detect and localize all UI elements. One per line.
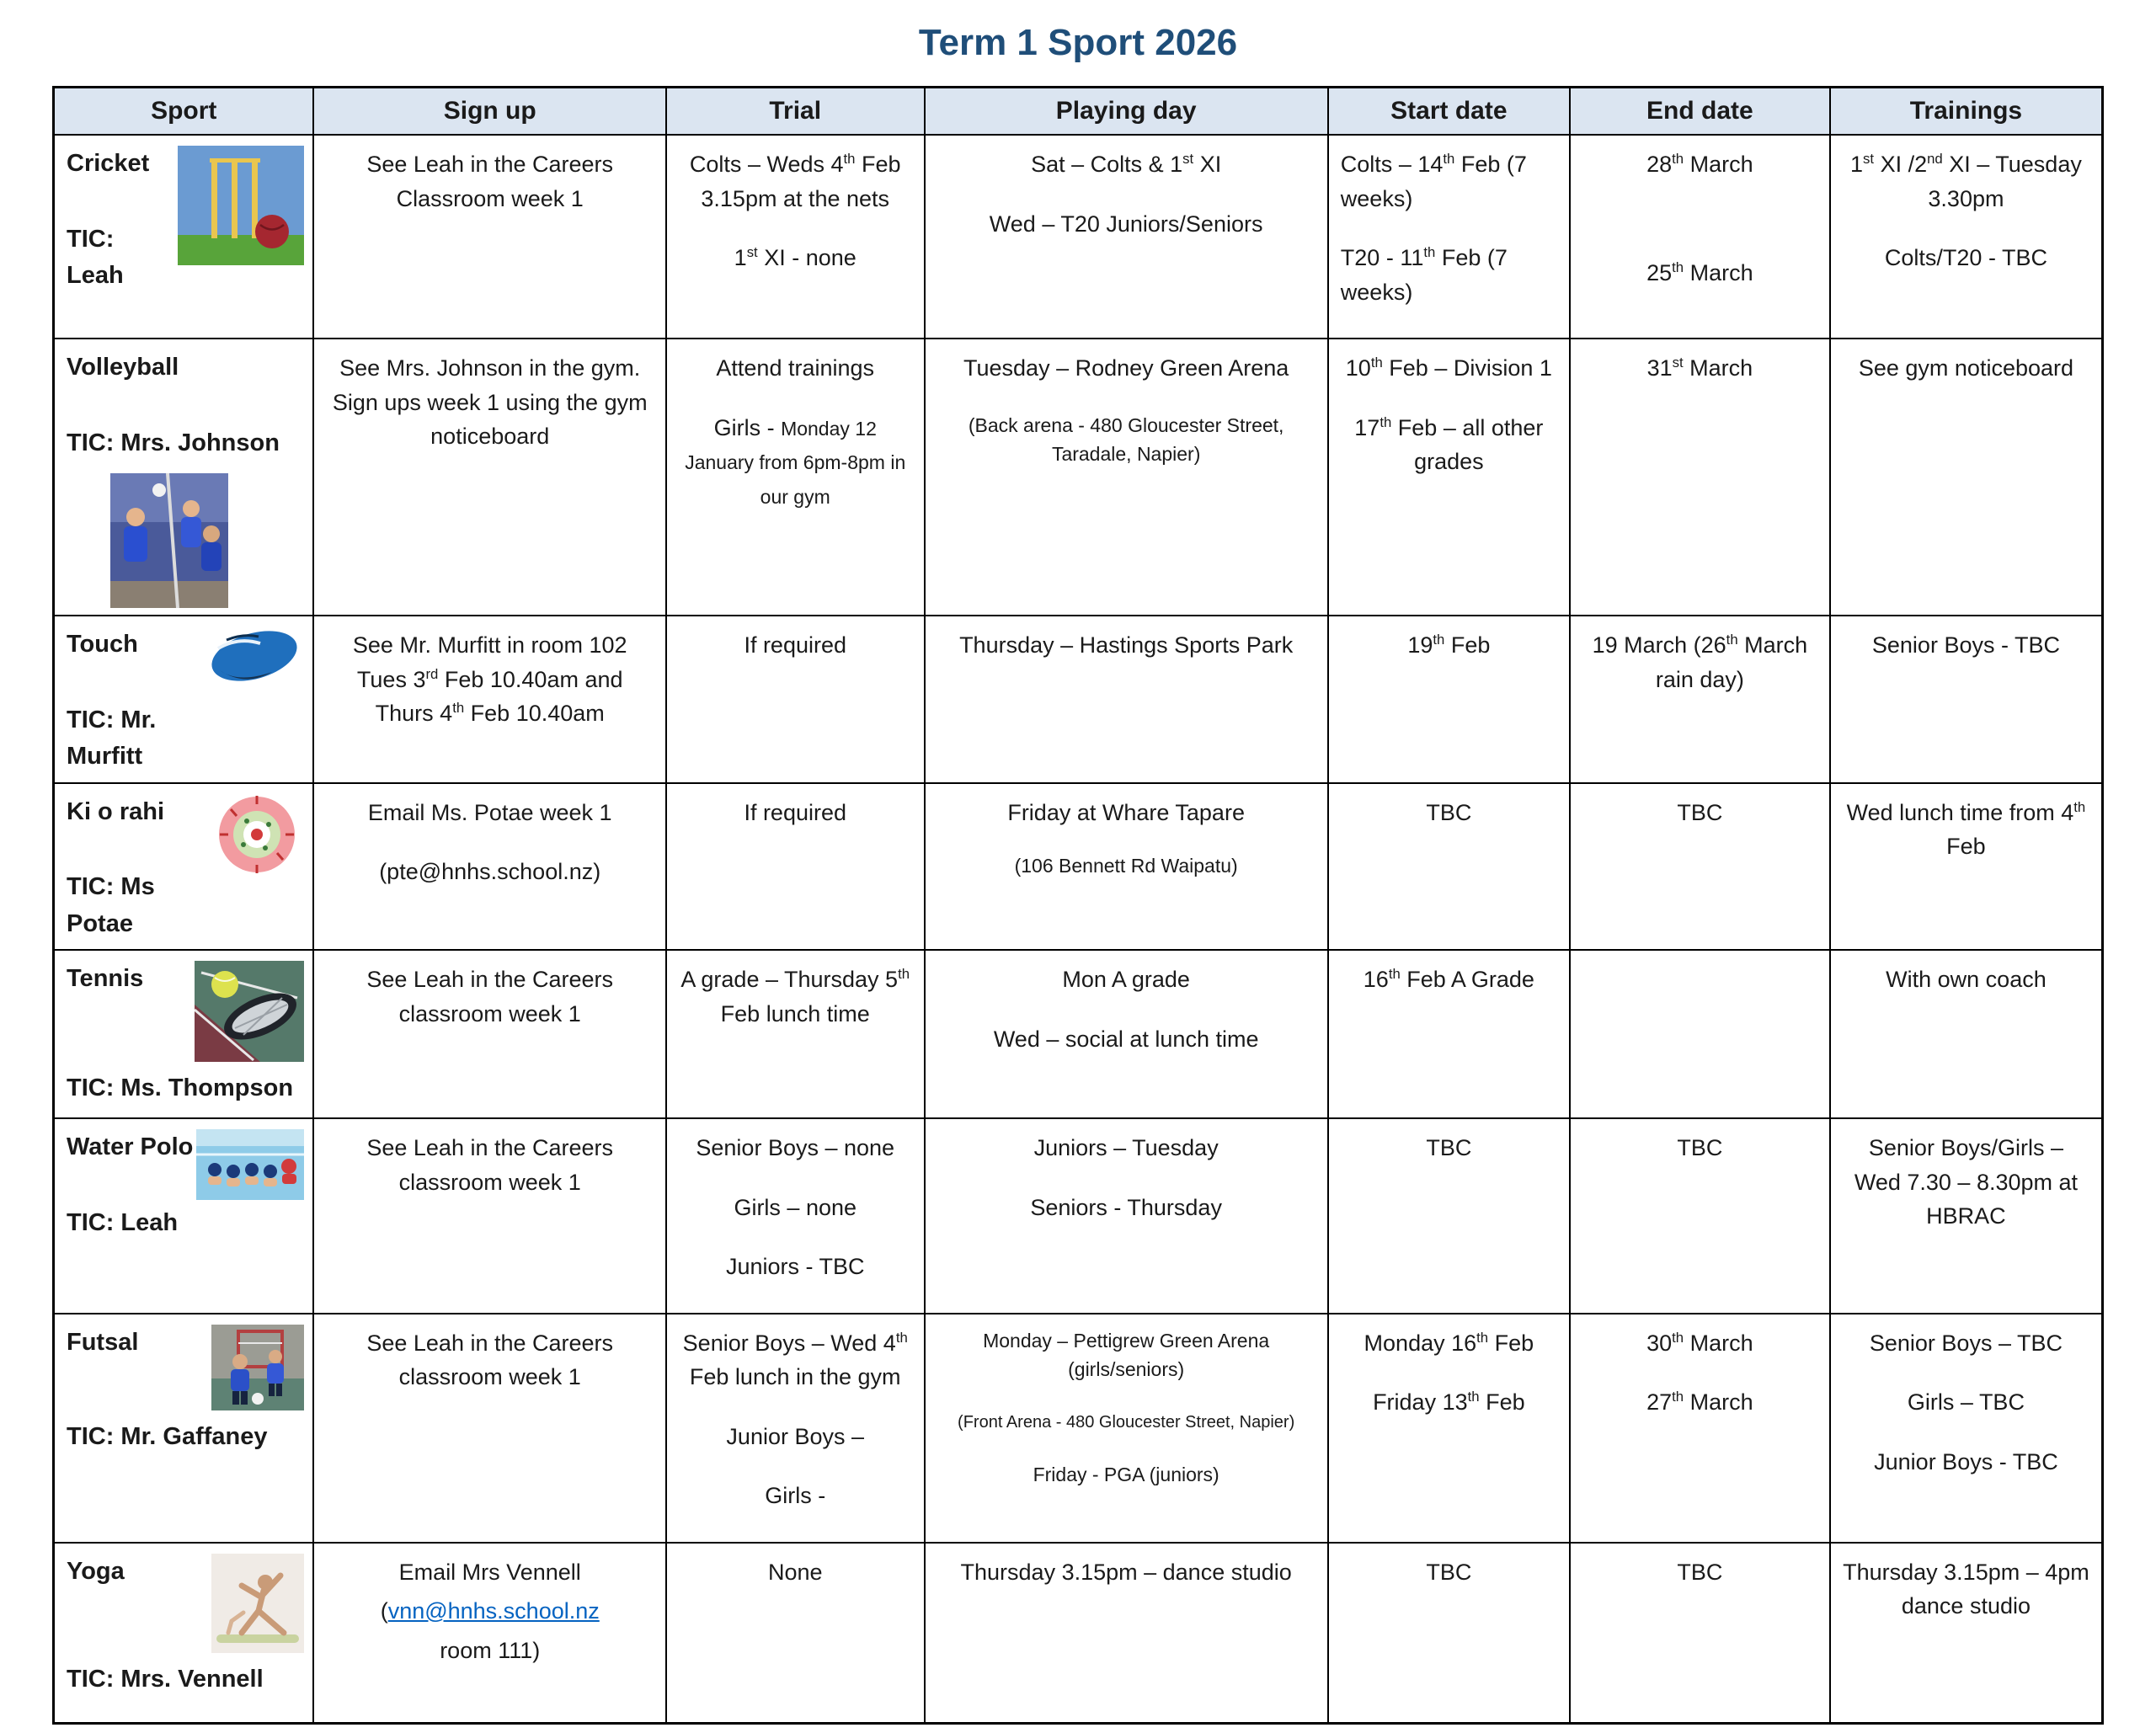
kiorahi-signup-cell <box>313 783 665 951</box>
waterpolo-trial-text-2: Juniors - TBC <box>725 1254 865 1279</box>
waterpolo-signup-cell <box>313 1118 665 1314</box>
yoga-signup-cell <box>313 1543 665 1724</box>
futsal-trainings-text-2: Junior Boys - TBC <box>1874 1448 2058 1474</box>
touch-ball-image <box>205 627 304 685</box>
waterpolo-sport-left <box>67 1129 193 1241</box>
email-link[interactable]: vnn@hnhs.school.nz <box>387 1598 600 1624</box>
cricket-playing_day-text-1: Wed – T20 Juniors/Seniors <box>989 211 1263 237</box>
cricket-end_date-text-1: 25th March <box>1646 259 1753 285</box>
cricket-start_date-text-1: T20 - 11th Feb (7 weeks) <box>1340 244 1508 305</box>
row-tennis <box>54 950 2103 1118</box>
waterpolo-playing_day-cell <box>925 1118 1328 1314</box>
yoga-playing_day-text-0: Thursday 3.15pm – dance studio <box>960 1559 1292 1585</box>
header-trainings: Trainings <box>1830 88 2103 136</box>
tennis-sport-row <box>67 961 304 1062</box>
row-futsal <box>54 1314 2103 1543</box>
volleyball-trial-text-0: Attend trainings <box>716 355 875 381</box>
waterpolo-trial-text-1: Girls – none <box>734 1194 857 1220</box>
volleyball-end_date-text-0: 31st March <box>1646 355 1753 381</box>
cricket-trainings-text-1: Colts/T20 - TBC <box>1884 245 2047 270</box>
waterpolo-tic: TIC: Leah <box>67 1208 179 1236</box>
water-polo-pool-image <box>196 1129 304 1200</box>
header-playing_day: Playing day <box>925 88 1328 136</box>
cricket-sport-cell <box>54 135 314 339</box>
yoga-trainings-text-0: Thursday 3.15pm – 4pm dance studio <box>1843 1559 2089 1618</box>
yoga-tic: TIC: Mrs. Vennell <box>67 1665 264 1693</box>
cricket-playing_day-text-0: Sat – Colts & 1st XI <box>1031 151 1222 177</box>
touch-trial-cell <box>666 616 925 783</box>
header-row <box>54 88 2103 136</box>
kiorahi-trial-cell <box>666 783 925 951</box>
touch-end_date-cell <box>1570 616 1830 783</box>
volleyball-end_date-cell <box>1570 339 1830 616</box>
futsal-trainings-text-0: Senior Boys – TBC <box>1869 1330 2063 1356</box>
yoga-end_date-cell <box>1570 1543 1830 1724</box>
futsal-playing_day-cell <box>925 1314 1328 1543</box>
futsal-trial-text-1: Junior Boys – <box>726 1423 865 1449</box>
cricket-start_date-cell <box>1328 135 1570 339</box>
yoga-sport-cell <box>54 1543 314 1724</box>
kiorahi-trainings-cell <box>1830 783 2103 951</box>
row-cricket <box>54 135 2103 339</box>
touch-end_date-text-0: 19 March (26th March rain day) <box>1592 632 1808 692</box>
yoga-sport-row <box>67 1554 304 1653</box>
kiorahi-trainings-text-0: Wed lunch time from 4th Feb <box>1846 798 2086 859</box>
yoga-sport-name: Yoga <box>67 1557 125 1585</box>
futsal-end_date-text-1: 27th March <box>1646 1389 1753 1415</box>
cricket-end_date-text-0: 28th March <box>1646 151 1753 177</box>
cricket-sport-name: Cricket <box>67 150 150 177</box>
text-segment: Monday 12 January from 6pm-8pm in our gym <box>685 417 906 508</box>
tennis-signup-text-0: See Leah in the Careers classroom week 1 <box>366 967 614 1026</box>
row-touch <box>54 616 2103 783</box>
volleyball-signup-text-0: See Mrs. Johnson in the gym. Sign ups week 1 using the gym noticeboard <box>332 355 648 449</box>
volleyball-start_date-text-0: 10th Feb – Division 1 <box>1345 355 1552 381</box>
volleyball-start_date-text-1: 17th Feb – all other grades <box>1354 413 1544 474</box>
touch-playing_day-cell <box>925 616 1328 783</box>
touch-tic: TIC: Mr. Murfitt <box>67 706 157 770</box>
volleyball-trainings-cell <box>1830 339 2103 616</box>
futsal-sport-row <box>67 1325 304 1410</box>
kiorahi-start_date-cell <box>1328 783 1570 951</box>
cricket-tic: TIC: Leah <box>67 225 124 289</box>
volleyball-playing_day-text-1: (Back arena - 480 Gloucester Street, Taradale, Napier) <box>968 413 1284 465</box>
volleyball-signup-cell <box>313 339 665 616</box>
waterpolo-start_date-text-0: TBC <box>1426 1135 1472 1160</box>
waterpolo-sport-name: Water Polo <box>67 1133 194 1160</box>
yoga-start_date-text-0: TBC <box>1426 1559 1472 1585</box>
cricket-trainings-text-0: 1st XI /2nd XI – Tuesday 3.30pm <box>1850 151 2082 211</box>
futsal-players-image <box>211 1325 304 1410</box>
cricket-signup-cell <box>313 135 665 339</box>
text-segment: ( <box>380 1598 388 1624</box>
tennis-sport-left <box>67 961 143 998</box>
kiorahi-sport-left <box>67 794 206 943</box>
waterpolo-trial-text-0: Senior Boys – none <box>696 1135 895 1160</box>
page-title: Term 1 Sport 2026 <box>918 22 1238 63</box>
kiorahi-sport-row <box>67 794 304 943</box>
futsal-trainings-text-1: Girls – TBC <box>1907 1389 2025 1415</box>
header-sport: Sport <box>54 88 314 136</box>
touch-sport-cell <box>54 616 314 783</box>
tennis-sport-name: Tennis <box>67 965 144 992</box>
cricket-stumps-ball-image <box>178 146 304 265</box>
touch-sport-row <box>67 627 304 776</box>
tennis-playing_day-text-1: Wed – social at lunch time <box>993 1026 1259 1052</box>
volleyball-tic: TIC: Mrs. Johnson <box>67 429 280 456</box>
waterpolo-trial-cell <box>666 1118 925 1314</box>
futsal-sport-left <box>67 1325 138 1362</box>
tennis-tic: TIC: Ms. Thompson <box>67 1074 294 1101</box>
yoga-trainings-cell <box>1830 1543 2103 1724</box>
tennis-playing_day-cell <box>925 950 1328 1118</box>
touch-start_date-text-0: 19th Feb <box>1407 632 1491 658</box>
futsal-end_date-text-0: 30th March <box>1646 1329 1753 1356</box>
cricket-trial-text-0: Colts – Weds 4th Feb 3.15pm at the nets <box>689 151 901 211</box>
futsal-sport-cell <box>54 1314 314 1543</box>
text-segment: Girls - <box>713 414 782 440</box>
yoga-sport-left <box>67 1554 125 1591</box>
volleyball-sport-name: Volleyball <box>67 354 179 381</box>
tennis-racket-ball-image <box>195 961 304 1062</box>
table-head <box>54 88 2103 136</box>
row-kiorahi <box>54 783 2103 951</box>
tennis-trainings-cell <box>1830 950 2103 1118</box>
tennis-start_date-text-0: 16th Feb A Grade <box>1363 966 1534 992</box>
yoga-trial-text-0: None <box>767 1559 823 1585</box>
tennis-sport-cell <box>54 950 314 1118</box>
tennis-trial-cell <box>666 950 925 1118</box>
volleyball-start_date-cell <box>1328 339 1570 616</box>
touch-trainings-text-0: Senior Boys - TBC <box>1871 632 2060 658</box>
yoga-trial-cell <box>666 1543 925 1724</box>
futsal-playing_day-text-2: Friday - PGA (juniors) <box>1033 1463 1219 1485</box>
volleyball-trial-cell <box>666 339 925 616</box>
kiorahi-end_date-cell <box>1570 783 1830 951</box>
waterpolo-sport-cell <box>54 1118 314 1314</box>
touch-sport-name: Touch <box>67 631 138 658</box>
tennis-trial-text-0: A grade – Thursday 5th Feb lunch time <box>680 966 910 1026</box>
yoga-start_date-cell <box>1328 1543 1570 1724</box>
futsal-trial-text-2: Girls - <box>765 1483 826 1508</box>
table-body <box>54 135 2103 1724</box>
cricket-playing_day-cell <box>925 135 1328 339</box>
waterpolo-trainings-text-0: Senior Boys/Girls – Wed 7.30 – 8.30pm at HBRAC <box>1854 1135 2079 1229</box>
yoga-pose-image <box>211 1554 304 1653</box>
waterpolo-sport-row <box>67 1129 304 1241</box>
waterpolo-playing_day-text-1: Seniors - Thursday <box>1030 1194 1222 1220</box>
touch-trial-text-0: If required <box>744 632 847 658</box>
futsal-start_date-cell <box>1328 1314 1570 1543</box>
touch-signup-text-0: See Mr. Murfitt in room 102 Tues 3rd Feb 10.40am and Thurs 4th Feb 10.40am <box>352 632 627 726</box>
futsal-end_date-cell <box>1570 1314 1830 1543</box>
kiorahi-start_date-text-0: TBC <box>1426 799 1472 825</box>
kiorahi-end_date-text-0: TBC <box>1677 799 1723 825</box>
touch-sport-left <box>67 627 201 776</box>
tennis-end_date-cell <box>1570 950 1830 1118</box>
cricket-sport-left <box>67 146 174 295</box>
yoga-playing_day-cell <box>925 1543 1328 1724</box>
cricket-start_date-text-0: Colts – 14th Feb (7 weeks) <box>1340 151 1527 211</box>
cricket-end_date-cell <box>1570 135 1830 339</box>
header-trial: Trial <box>666 88 925 136</box>
waterpolo-signup-text-0: See Leah in the Careers classroom week 1 <box>366 1135 614 1195</box>
kiorahi-sport-name: Ki o rahi <box>67 797 165 825</box>
row-waterpolo <box>54 1118 2103 1314</box>
waterpolo-playing_day-text-0: Juniors – Tuesday <box>1033 1135 1219 1160</box>
volleyball-trial-text-1 <box>679 411 912 514</box>
touch-signup-cell <box>313 616 665 783</box>
volleyball-trainings-text-0: See gym noticeboard <box>1858 355 2074 381</box>
kiorahi-playing_day-cell <box>925 783 1328 951</box>
volleyball-playing_day-cell <box>925 339 1328 616</box>
volleyball-sport-cell <box>54 339 314 616</box>
touch-playing_day-text-0: Thursday – Hastings Sports Park <box>959 632 1294 658</box>
futsal-trial-cell <box>666 1314 925 1543</box>
yoga-signup-text-0: Email Mrs Vennell <box>398 1559 581 1585</box>
futsal-sport-name: Futsal <box>67 1328 139 1356</box>
header-end_date: End date <box>1570 88 1830 136</box>
futsal-playing_day-text-0: Monday – Pettigrew Green Arena (girls/seniors) <box>983 1329 1270 1380</box>
touch-trainings-cell <box>1830 616 2103 783</box>
futsal-trial-text-0: Senior Boys – Wed 4th Feb lunch in the gym <box>682 1329 908 1389</box>
cricket-trainings-cell <box>1830 135 2103 339</box>
kiorahi-playing_day-text-1: (106 Bennett Rd Waipatu) <box>1014 855 1238 877</box>
cricket-trial-cell <box>666 135 925 339</box>
futsal-trainings-cell <box>1830 1314 2103 1543</box>
ki-o-rahi-field-image <box>210 794 304 875</box>
sport-schedule-table <box>52 86 2104 1725</box>
cricket-signup-text-0: See Leah in the Careers Classroom week 1 <box>366 152 614 211</box>
header-signup: Sign up <box>313 88 665 136</box>
waterpolo-end_date-text-0: TBC <box>1677 1135 1723 1160</box>
yoga-signup-text-2: room 111) <box>440 1637 541 1663</box>
kiorahi-playing_day-text-0: Friday at Whare Tapare <box>1007 799 1245 825</box>
waterpolo-trainings-cell <box>1830 1118 2103 1314</box>
futsal-signup-text-0: See Leah in the Careers classroom week 1 <box>366 1330 614 1389</box>
tennis-signup-cell <box>313 950 665 1118</box>
yoga-end_date-text-0: TBC <box>1677 1559 1723 1585</box>
futsal-signup-cell <box>313 1314 665 1543</box>
kiorahi-trial-text-0: If required <box>744 799 847 825</box>
tennis-playing_day-text-0: Mon A grade <box>1062 967 1190 992</box>
yoga-signup-text-1 <box>326 1594 653 1629</box>
futsal-tic: TIC: Mr. Gaffaney <box>67 1422 268 1450</box>
touch-start_date-cell <box>1328 616 1570 783</box>
tennis-start_date-cell <box>1328 950 1570 1118</box>
cricket-sport-row <box>67 146 304 295</box>
waterpolo-start_date-cell <box>1328 1118 1570 1314</box>
futsal-start_date-text-0: Monday 16th Feb <box>1364 1329 1534 1356</box>
kiorahi-signup-text-1: (pte@hnhs.school.nz) <box>379 859 601 884</box>
volleyball-playing_day-text-0: Tuesday – Rodney Green Arena <box>963 355 1289 381</box>
row-yoga <box>54 1543 2103 1724</box>
kiorahi-tic: TIC: Ms Potae <box>67 873 155 937</box>
waterpolo-end_date-cell <box>1570 1118 1830 1314</box>
volleyball-players-image <box>110 473 304 608</box>
kiorahi-sport-cell <box>54 783 314 951</box>
cricket-trial-text-1: 1st XI - none <box>734 244 857 270</box>
kiorahi-signup-text-0: Email Ms. Potae week 1 <box>367 799 612 825</box>
header-start_date: Start date <box>1328 88 1570 136</box>
row-volleyball <box>54 339 2103 616</box>
futsal-start_date-text-1: Friday 13th Feb <box>1373 1389 1525 1415</box>
tennis-trainings-text-0: With own coach <box>1886 967 2047 992</box>
futsal-playing_day-text-1: (Front Arena - 480 Gloucester Street, Napier) <box>958 1412 1295 1432</box>
